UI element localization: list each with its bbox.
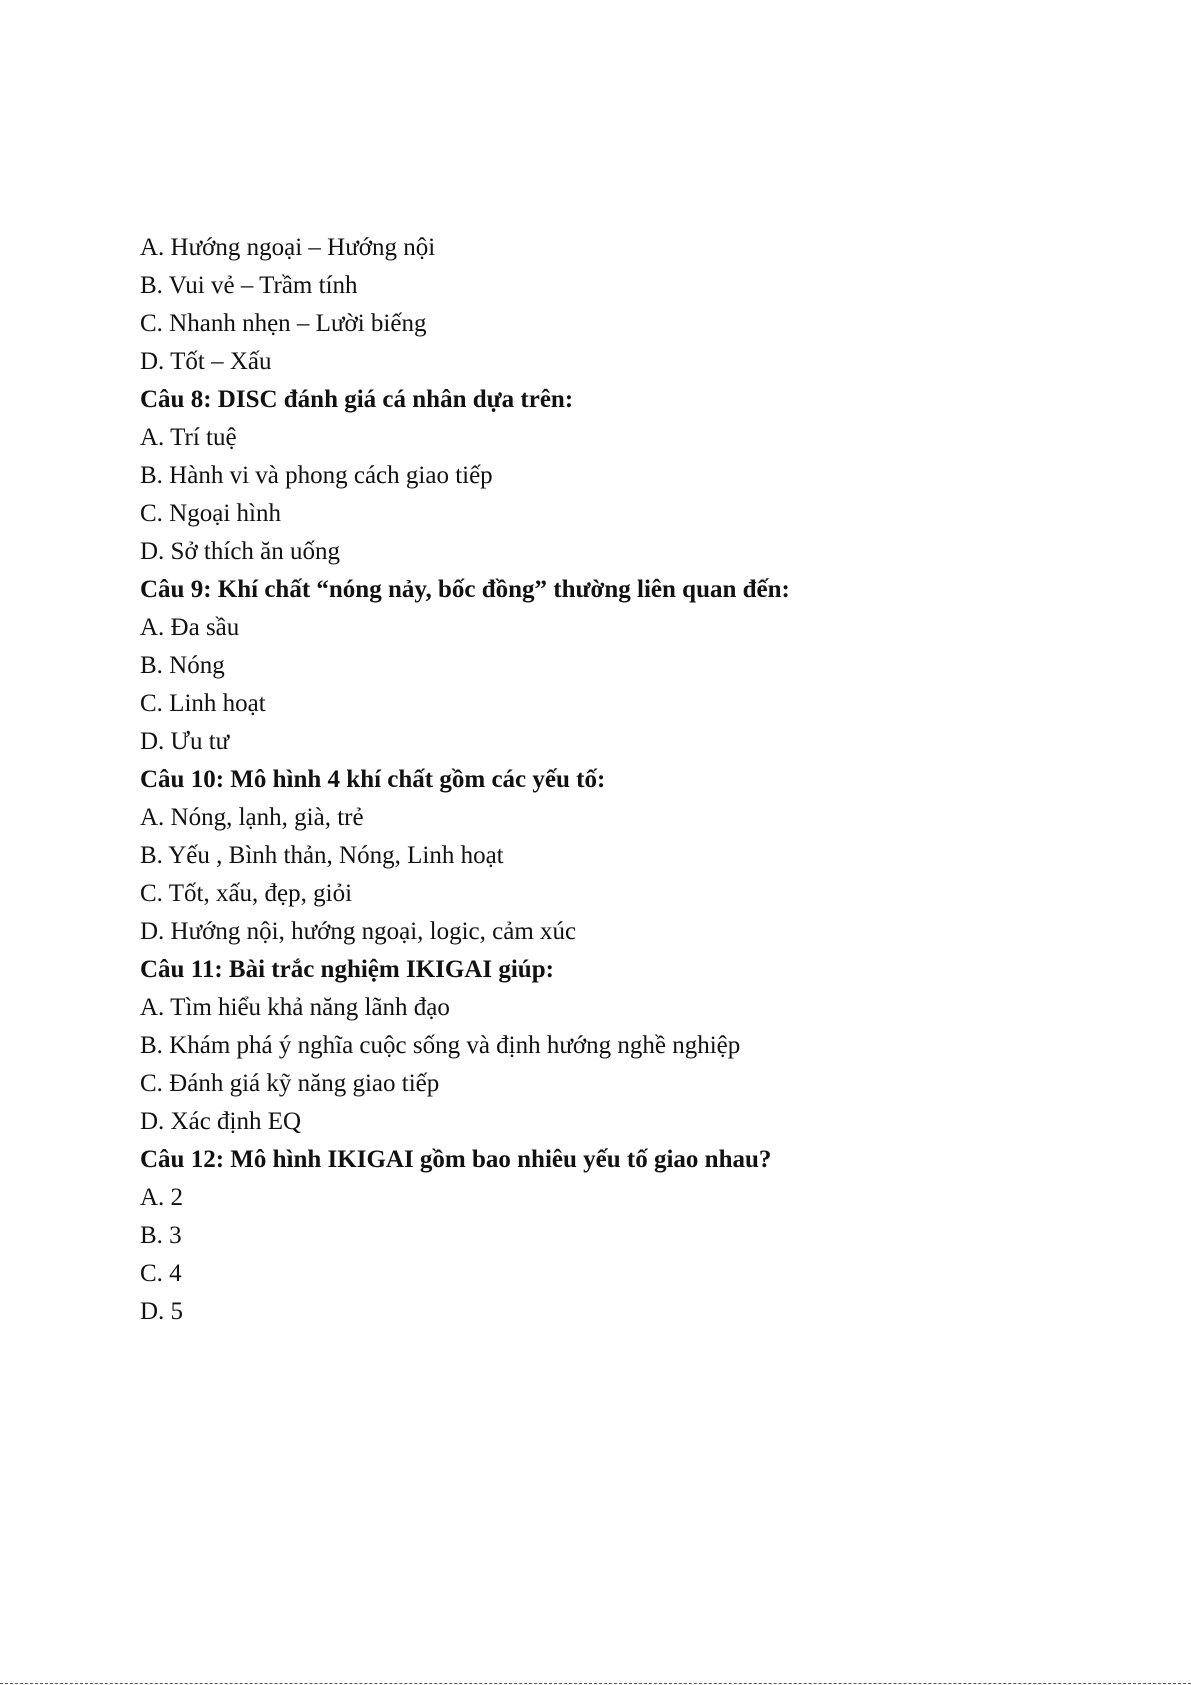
question-heading: Câu 12: Mô hình IKIGAI gồm bao nhiêu yếu tố giao nhau?: [140, 1146, 772, 1173]
option-b: B. Khám phá ý nghĩa cuộc sống và định hướng nghề nghiệp: [140, 1032, 741, 1059]
option-a: A. Hướng ngoại – Hướng nội: [140, 234, 436, 261]
option-a: A. Nóng, lạnh, già, trẻ: [140, 804, 364, 831]
question-heading: Câu 11: Bài trắc nghiệm IKIGAI giúp:: [140, 956, 554, 983]
option-c: C. Linh hoạt: [140, 690, 266, 717]
question-block-12: [140, 1141, 1120, 1331]
option-a: A. 2: [140, 1184, 184, 1211]
question-block-10: [140, 761, 1120, 951]
option-a: A. Đa sầu: [140, 614, 240, 641]
option-b: B. Yếu , Bình thản, Nóng, Linh hoạt: [140, 842, 504, 869]
option-c: C. Nhanh nhẹn – Lười biếng: [140, 310, 427, 337]
question-block-11: [140, 951, 1120, 1141]
option-c: C. 4: [140, 1260, 182, 1287]
option-b: B. Vui vẻ – Trầm tính: [140, 272, 358, 299]
quiz-content: [140, 229, 1120, 1331]
option-d: D. Xác định EQ: [140, 1108, 302, 1135]
option-b: B. 3: [140, 1222, 182, 1249]
option-d: D. Tốt – Xấu: [140, 348, 272, 375]
option-d: D. Sở thích ăn uống: [140, 538, 341, 565]
option-b: B. Hành vi và phong cách giao tiếp: [140, 462, 493, 489]
question-heading: Câu 8: DISC đánh giá cá nhân dựa trên:: [140, 386, 574, 413]
option-b: B. Nóng: [140, 652, 225, 679]
option-d: D. 5: [140, 1298, 184, 1325]
option-a: A. Tìm hiểu khả năng lãnh đạo: [140, 994, 450, 1021]
page-bottom-divider: [0, 1683, 1191, 1684]
question-block-9: [140, 571, 1120, 761]
question-heading: Câu 9: Khí chất “nóng nảy, bốc đồng” thường liên quan đến:: [140, 576, 790, 603]
option-c: C. Ngoại hình: [140, 500, 281, 527]
question-block-8: [140, 381, 1120, 571]
option-c: C. Đánh giá kỹ năng giao tiếp: [140, 1070, 440, 1097]
question-block-7-continued: [140, 229, 1120, 381]
option-c: C. Tốt, xấu, đẹp, giỏi: [140, 880, 353, 907]
option-d: D. Ưu tư: [140, 728, 230, 755]
option-a: A. Trí tuệ: [140, 424, 237, 451]
question-heading: Câu 10: Mô hình 4 khí chất gồm các yếu tố:: [140, 766, 606, 793]
option-d: D. Hướng nội, hướng ngoại, logic, cảm xúc: [140, 918, 577, 945]
